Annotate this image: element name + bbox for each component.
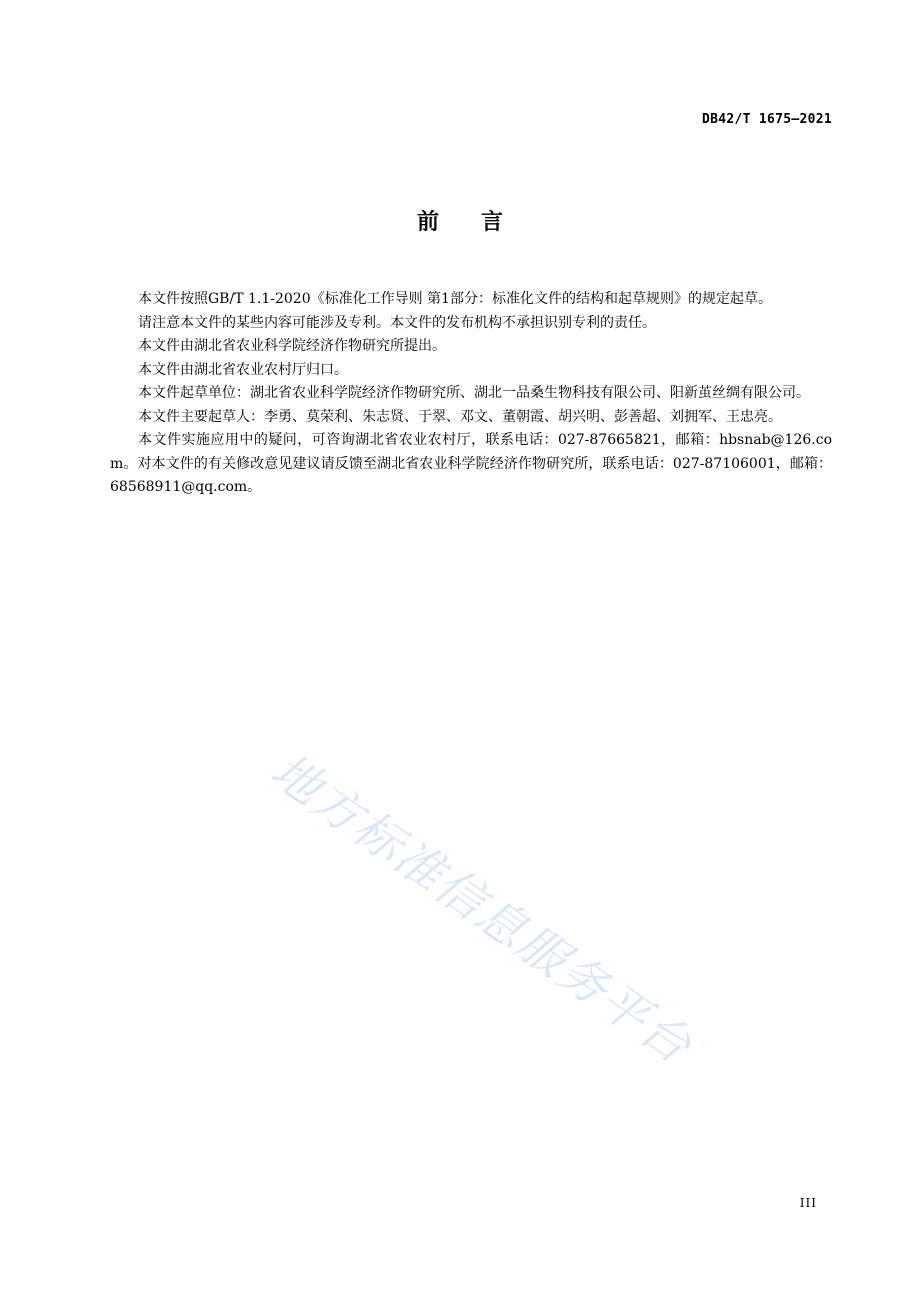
page-number: III bbox=[799, 1196, 817, 1210]
foreword-body bbox=[110, 288, 832, 500]
document-code: DB42/T 1675—2021 bbox=[701, 112, 832, 127]
page-title: 前言 bbox=[416, 210, 545, 235]
watermark: 地方标准信息服务平台 bbox=[260, 742, 703, 1076]
paragraph-proposer: 本文件由湖北省农业科学院经济作物研究所提出。 bbox=[138, 338, 446, 354]
paragraph-standard-basis: 本文件按照GB/T 1.1-2020《标准化工作导则 第1部分：标准化文件的结构和起草规则》的规定起草。 bbox=[138, 291, 772, 307]
paragraph-drafters: 本文件主要起草人：李勇、莫荣利、朱志贤、于翠、邓文、董朝霞、胡兴明、彭善超、刘拥军、王忠亮。 bbox=[138, 408, 782, 425]
paragraph-drafting-units: 本文件起草单位：湖北省农业科学院经济作物研究所、湖北一品桑生物科技有限公司、阳新茧丝绸有限公司。 bbox=[138, 385, 810, 401]
paragraph-patent-notice: 请注意本文件的某些内容可能涉及专利。本文件的发布机构不承担识别专利的责任。 bbox=[138, 314, 656, 331]
paragraph-contact: 本文件实施应用中的疑问，可咨询湖北省农业农村厅，联系电话：027-87665821，邮箱：hbsnab@126.com。对本文件的有关修改意见建议请反馈至湖北省农业科学院经济作物研究所，联系电话：027-87106001，邮箱：68568911@qq.com。 bbox=[110, 432, 832, 495]
paragraph-administrator: 本文件由湖北省农业农村厅归口。 bbox=[138, 361, 348, 378]
